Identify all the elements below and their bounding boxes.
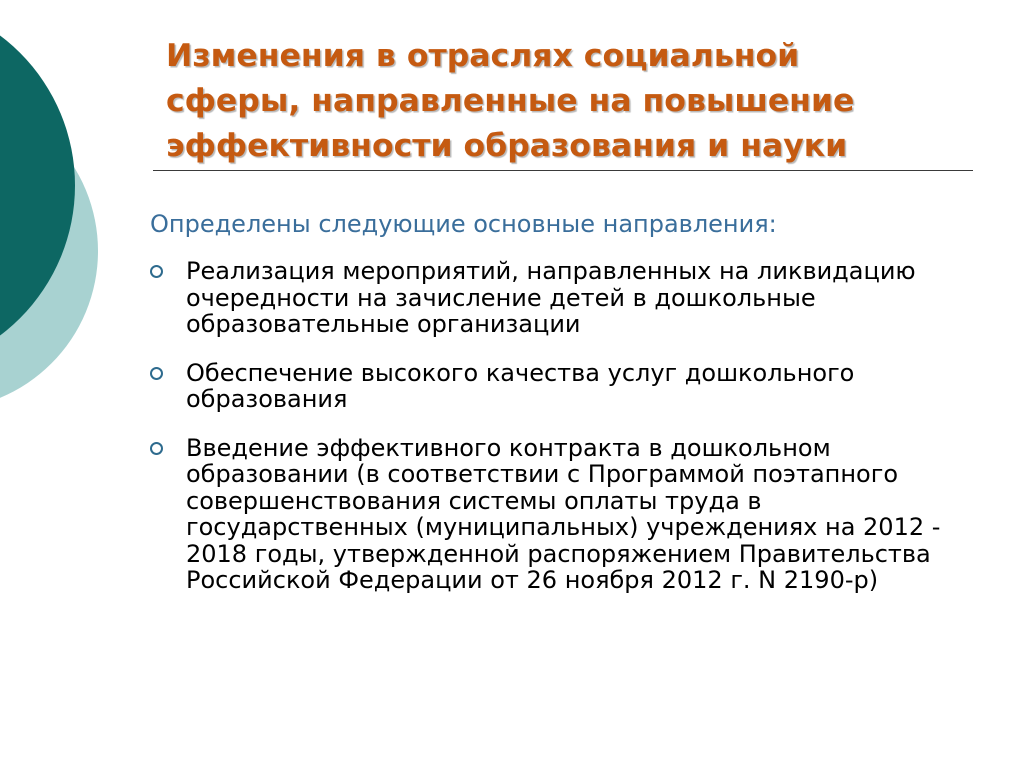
bullet-text: Реализация мероприятий, направленных на ликвидацию очередности на зачисление детей в дошкольные образовательные организации [186,257,916,338]
title-divider [153,170,973,171]
bullet-item [148,435,978,594]
bullet-item [148,258,978,338]
slide-title [166,34,966,169]
hollow-circle-bullet-icon [150,265,163,278]
bullet-item [148,360,978,413]
bullet-list [148,258,978,616]
bullet-text: Введение эффективного контракта в дошкольном образовании (в соответствии с Программой поэтапного совершенствования системы оплаты труда в государственных (муниципальных) учреждениях на 2012 - 2018 годы, утвержденной распоряжением Правительства Российской Федерации от 26 ноября 2012 г. N 2190-р) [186,433,941,594]
slide-title-line: Изменения в отраслях социальной [166,38,800,74]
hollow-circle-bullet-icon [150,442,163,455]
intro-text: Определены следующие основные направления: [150,210,777,238]
slide-title-line: сферы, направленные на повышение [166,83,855,119]
bullet-text: Обеспечение высокого качества услуг дошкольного образования [186,358,855,413]
slide-title-line: эффективности образования и науки [166,128,848,164]
hollow-circle-bullet-icon [150,367,163,380]
